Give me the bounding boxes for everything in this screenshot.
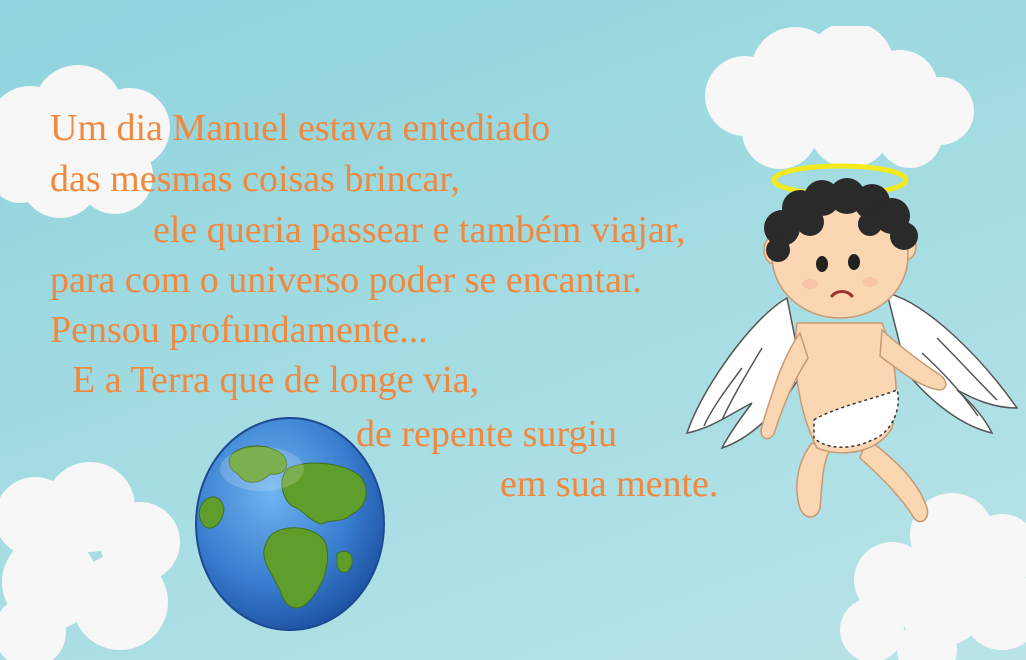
poem-line-3: ele queria passear e também viajar, — [153, 209, 686, 251]
earth-globe-icon — [192, 414, 388, 634]
angel-boy-illustration — [682, 158, 1022, 538]
poem-line-6: E a Terra que de longe via, — [72, 359, 480, 401]
poem-line-8: em sua mente. — [500, 463, 719, 505]
cloud-bottom-left — [0, 462, 200, 660]
poem-line-5: Pensou profundamente... — [50, 309, 428, 351]
poem-line-7: de repente surgiu — [356, 413, 617, 455]
poem-line-2: das mesmas coisas brincar, — [50, 158, 461, 200]
cloud-top-right — [700, 26, 980, 176]
poem-line-4: para com o universo poder se encantar. — [50, 259, 642, 301]
poem-line-1: Um dia Manuel estava entediado — [50, 107, 551, 149]
